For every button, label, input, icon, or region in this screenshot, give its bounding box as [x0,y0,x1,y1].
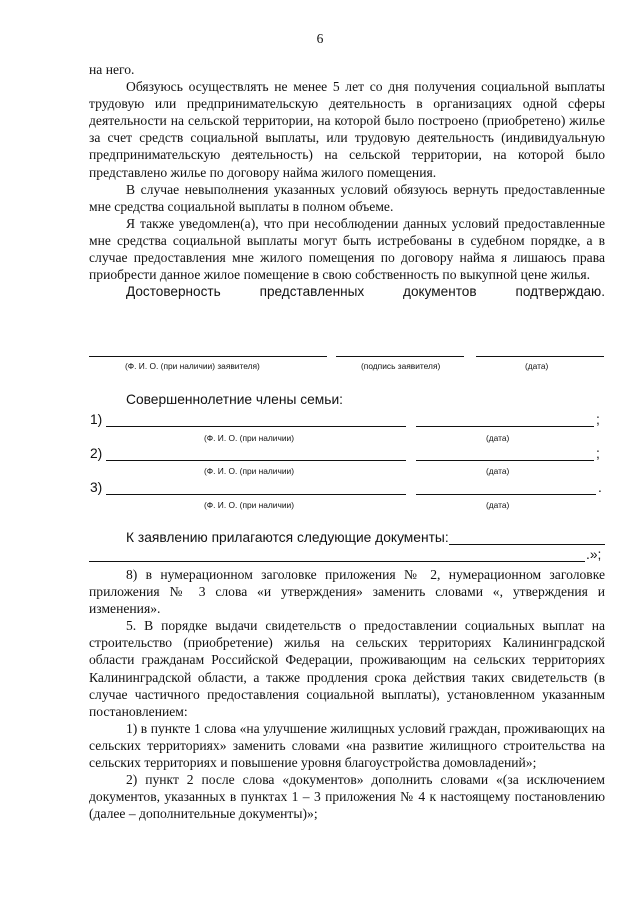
applicant-date-line [476,356,604,357]
page-number: 6 [316,31,324,46]
family-row-1-name-caption: (Ф. И. О. (при наличии) [204,433,294,443]
family-row-1-end: ; [596,412,600,427]
family-row-3-name-caption: (Ф. И. О. (при наличии) [204,500,294,510]
family-row-3-date-line [416,494,596,495]
family-row-2-name-caption: (Ф. И. О. (при наличии) [204,466,294,476]
family-row-3-number: 3) [90,480,103,495]
family-row-1-name-line [106,426,406,427]
attachments-closing: .»; [586,547,602,562]
amendment-item-8: 8) в нумерационном заголовке приложения № 2, нумерационном заголовке приложения № 3 слова «и утверждения» заменить словами «, утверждения и изменения». [89,567,605,617]
notice-paragraph: Я также уведомлен(а), что при несоблюдении данных условий предоставленные мне средства социальной выплаты могут быть истребованы в судебном порядке, а в случае предоставления мне жилого помещения по договору найма я лишаюсь права приобрести данное жилое помещение в свою собственность по выкупной цене жилья. [89,215,605,283]
amendment-subitem-2: 2) пункт 2 после слова «документов» дополнить словами «(за исключением документов, указанных в пунктах 1 – 3 приложения № 4 к настоящему постановлению (далее – дополнительные документы)»; [89,772,605,822]
amendments-block [89,566,605,822]
family-row-1-date-line [416,426,594,427]
attachments-line-2 [89,561,585,562]
family-heading: Совершеннолетние члены семьи: [126,392,343,407]
applicant-signature-caption: (подпись заявителя) [361,361,441,371]
family-row-2-date-caption: (дата) [486,466,510,476]
obligation-paragraph: Обязуюсь осуществлять не менее 5 лет со дня получения социальной выплаты трудовую или предпринимательскую деятельность в организациях одной сферы деятельности на сельской территории, на которой было построено (приобретено) жилье за счет средств социальной выплаты, или трудовую деятельность (индивидуальную предпринимательскую деятельность) на сельской территории, на которой было представлено жилье по договору найма жилого помещения. [89,79,605,180]
family-row-1-date-caption: (дата) [486,433,510,443]
family-row-2-date-line [416,460,594,461]
family-row-3-name-line [106,494,406,495]
obligation-block [89,61,605,300]
family-row-3-date-caption: (дата) [486,500,510,510]
family-row-3-end: . [598,480,602,495]
continuation-line: на него. [89,62,135,77]
family-row-2-number: 2) [90,446,103,461]
amendment-item-5: 5. В порядке выдачи свидетельств о предоставлении социальных выплат на строительство (приобретение) жилья на сельских территориях Калининградской области гражданам Российской Федерации, проживающим на сельских территориях Калининградской области, а также продления срока действия таких свидетельств (в случае частичного предоставления социальной выплаты), установленном указанным постановлением: [89,618,605,719]
applicant-name-line [89,356,327,357]
return-paragraph: В случае невыполнения указанных условий обязуюсь вернуть предоставленные мне средства социальной выплаты в полном объеме. [89,181,605,214]
family-row-1-number: 1) [90,412,103,427]
applicant-date-caption: (дата) [525,361,549,371]
family-row-2-name-line [106,460,406,461]
applicant-name-caption: (Ф. И. О. (при наличии) заявителя) [125,361,260,371]
attachments-label: К заявлению прилагаются следующие документы: [126,530,449,545]
amendment-subitem-1: 1) в пункте 1 слова «на улучшение жилищных условий граждан, проживающих на сельских территориях» заменить словами «на развитие жилищного строительства на сельских территориях и повышение уровня благоустройства домовладений»; [89,720,605,771]
family-row-2-end: ; [596,446,600,461]
applicant-signature-line [336,356,464,357]
attachments-line-1 [449,544,605,545]
confirm-statement: Достоверность представленных документов подтверждаю. [126,284,605,300]
